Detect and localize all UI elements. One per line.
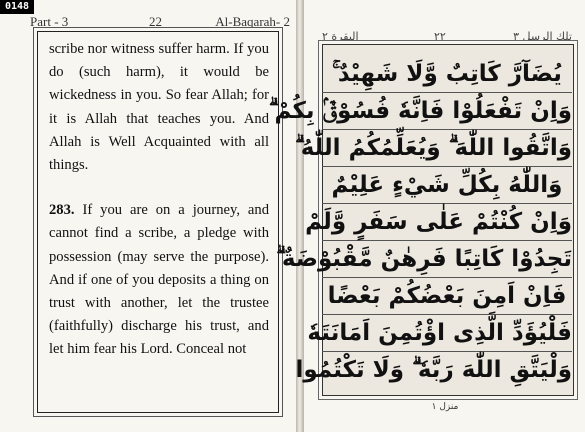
verse-number: 283. (49, 202, 75, 219)
left-page-header (30, 14, 290, 30)
page-id-label: 0148 (0, 0, 34, 14)
arabic-part-label: تلك الرسل ٣ (513, 30, 572, 43)
verse-text: If you are on a journey, and cannot find a scribe, a pledge with possession (may serve the purpose). And if one of you deposits a thing on trust with another, let the trustee (faithfully) discharge his trust, and let him fear his Lord. Conceal not (49, 202, 269, 358)
translation-text (49, 38, 269, 362)
surah-label: Al-Baqarah- 2 (215, 14, 290, 29)
arabic-surah-label: البقرة ٢ (322, 30, 359, 43)
arabic-line: يُضَآرَّ كَاتِبٌ وَّلَا شَهِيْدٌ ۚ (322, 56, 572, 93)
part-label: Part - 3 (30, 14, 69, 29)
arabic-line: وَلْيَتَّقِ اللّٰهَ رَبَّهٗ ۗ وَلَا تَكْتُمُوا (295, 357, 572, 383)
arabic-line: وَاتَّقُوا اللّٰهَ ۗ وَيُعَلِّمُكُمُ اللّٰهُ ۗ (322, 130, 572, 167)
manzil-footer: منزل ١ (431, 402, 459, 412)
arabic-page-number: ٢٢ (434, 30, 446, 43)
arabic-line: تَجِدُوْا كَاتِبًا فَرِهٰنٌ مَّقْبُوْضَةٌ ۗ (322, 241, 572, 278)
translation-paragraph-1: scribe nor witness suffer harm. If you do (such harm), it would be wickedness in you. So fear Allah; for it is Allah that teaches you. And Allah is Well Acquainted with all things. (49, 41, 269, 174)
arabic-line: وَاِنْ كُنْتُمْ عَلٰى سَفَرٍ وَّلَمْ (322, 204, 572, 241)
arabic-line: وَاِنْ تَفْعَلُوْا فَاِنَّهٗ فُسُوْقٌۢ بِكُمْ ۗ (322, 93, 572, 130)
arabic-line: وَاللّٰهُ بِكُلِّ شَيْءٍ عَلِيْمٌ (322, 167, 572, 204)
arabic-line: فَلْيُؤَدِّ الَّذِى اؤْتُمِنَ اَمَانَتَهٗ (322, 315, 572, 352)
arabic-line: فَاِنْ اَمِنَ بَعْضُكُمْ بَعْضًا (322, 278, 572, 315)
translation-paragraph-2 (49, 199, 269, 361)
right-page-header (322, 30, 572, 44)
page-number: 22 (149, 14, 162, 29)
